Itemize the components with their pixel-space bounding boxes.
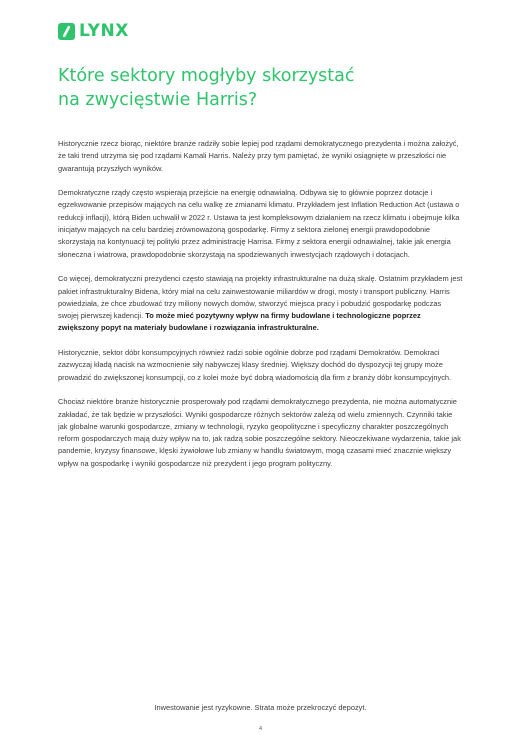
article-body	[58, 138, 463, 482]
paragraph-2: Demokratyczne rządy często wspierają przejście na energię odnawialną. Odbywa się to głównie poprzez dotacje i egzekwowanie przepisów mających na celu walkę ze zmianami klimatu. Przykładem jest Inflation Reduction Act (ustawa o redukcji inflacji), którą Biden uchwalił w 2022 r. Ustawa ta jest kompleksowym działaniem na rzecz klimatu i obejmuje kilka inicjatyw mających na celu bardziej zrównoważoną gospodarkę. Firmy z sektora zielonej energii prawdopodobnie skorzystają na kontynuacji tej polityki przez administrację Harrisa. Firmy z sektora energii odnawialnej, takie jak energia słoneczna i wiatrowa, prawdopodobnie skorzystają na spodziewanych inwestycjach rządowych i dotacjach.	[58, 188, 460, 259]
risk-disclaimer: Inwestowanie jest ryzykowne. Strata może przekroczyć depozyt.	[154, 703, 367, 712]
lynx-logo-icon	[58, 23, 75, 40]
lynx-logo	[58, 22, 129, 40]
lynx-logo-text: LYNX	[79, 21, 129, 41]
page-number: 4	[258, 726, 263, 732]
paragraph-3: Co więcej, demokratyczni prezydenci często stawiają na projekty infrastrukturalne na dużą skalę. Ostatnim przykładem jest pakiet infrastrukturalny Bidena, który miał na celu zainwestowanie miliardów w drogi, mosty i transport publiczny. Harris powiedziała, że chce zbudować trzy miliony nowych domów, stworzyć miejsca pracy i pobudzić gospodarkę podczas swojej pierwszej kadencji. To może mieć pozytywny wpływ na firmy budowlane i technologiczne poprzez zwiększony popyt na materiały budowlane i rozwiązania infrastrukturalne.	[58, 274, 463, 333]
page-title: Które sektory mogłyby skorzystać na zwycięstwie Harris?	[58, 66, 355, 110]
paragraph-4: Historycznie, sektor dóbr konsumpcyjnych również radzi sobie ogólnie dobrze pod rządami Demokratów. Demokraci zazwyczaj kładą nacisk na wzmocnienie siły nabywczej klasy średniej. Większy dochód do dyspozycji tej grupy może prowadzić do zwiększonej konsumpcji, co z kolei może być dobrą wiadomością dla firm z branży dóbr konsumpcyjnych.	[58, 348, 452, 382]
paragraph-5: Chociaż niektóre branże historycznie prosperowały pod rządami demokratycznego prezydenta, nie można automatycznie zakładać, że tak będzie w przyszłości. Wyniki gospodarcze różnych sektorów zależą od wielu zmiennych. Czynniki takie jak globalne warunki gospodarcze, zmiany w technologii, ryzyko geopolityczne i specyficzny charakter poszczególnych reform gospodarczych mają duży wpływ na to, jak radzą sobie poszczególne sektory. Nieoczekiwane wydarzenia, takie jak pandemie, kryzysy finansowe, klęski żywiołowe lub zmiany w handlu światowym, mogą czasami mieć znacznie większy wpływ na gospodarkę i wyniki gospodarcze niż prezydent i jego program polityczny.	[58, 397, 461, 468]
paragraph-3-emphasis: To może mieć pozytywny wpływ na firmy budowlane i technologiczne poprzez zwiększony popyt na materiały budowlane i rozwiązania infrastrukturalne.	[58, 311, 421, 333]
paragraph-1: Historycznie rzecz biorąc, niektóre branże radziły sobie lepiej pod rządami demokratycznego prezydenta i można założyć, że taki trend utrzyma się pod rządami Kamali Harris. Należy przy tym pamiętać, że wyniki osiągnięte w przeszłości nie gwarantują przyszłych wyników.	[58, 139, 459, 173]
